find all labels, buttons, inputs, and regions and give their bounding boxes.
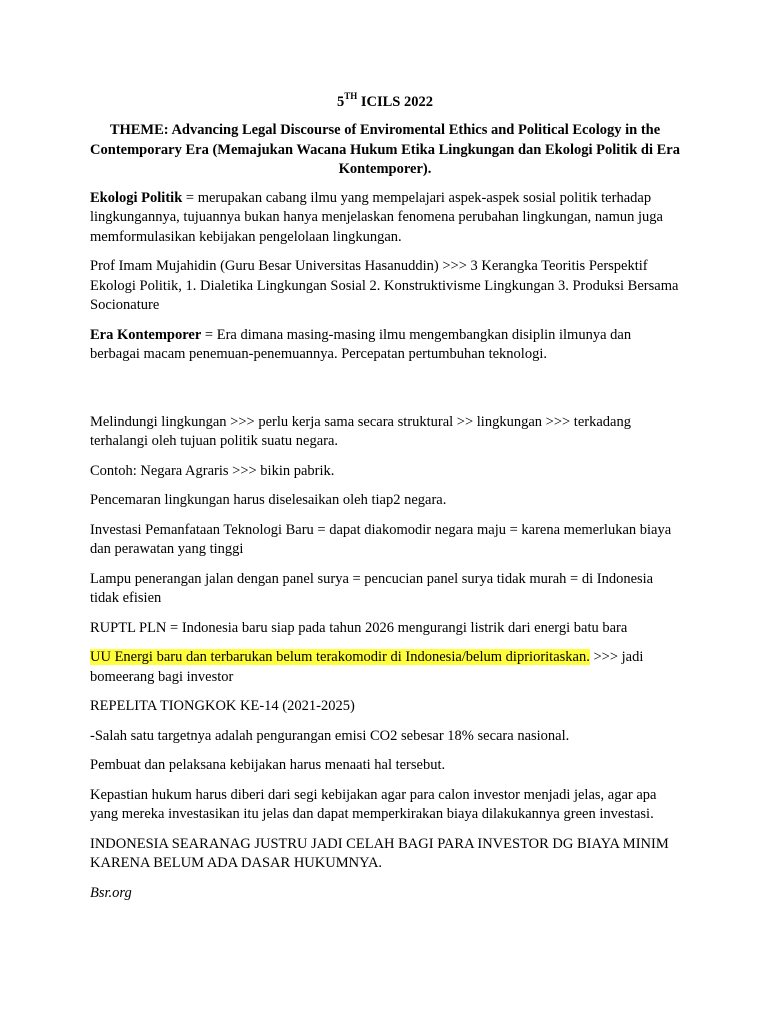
repelita-paragraph: REPELITA TIONGKOK KE-14 (2021-2025) bbox=[90, 698, 355, 714]
uu-energi-paragraph bbox=[90, 648, 680, 687]
kepastian-paragraph: Kepastian hukum harus diberi dari segi kebijakan agar para calon investor menjadi jelas, agar apa yang mereka investasikan itu jelas dan dapat memperkirakan biaya dilakukannya green investasi. bbox=[90, 786, 657, 822]
pencemaran-paragraph: Pencemaran lingkungan harus diselesaikan oleh tiap2 negara. bbox=[90, 492, 447, 508]
ruptl-paragraph: RUPTL PLN = Indonesia baru siap pada tahun 2026 mengurangi listrik dari energi batu bara bbox=[90, 619, 628, 636]
era-kontemporer-paragraph bbox=[90, 326, 680, 365]
melindungi-paragraph: Melindungi lingkungan >>> perlu kerja sama secara struktural >> lingkungan >>> terkadang terhalangi oleh tujuan politik suatu negara. bbox=[90, 413, 631, 449]
document-title bbox=[90, 92, 680, 112]
contoh-paragraph: Contoh: Negara Agraris >>> bikin pabrik. bbox=[90, 462, 335, 479]
investasi-paragraph: Investasi Pemanfataan Teknologi Baru = dapat diakomodir negara maju = karena memerlukan biaya dan perawatan yang tinggi bbox=[90, 521, 672, 557]
salah-satu-paragraph: -Salah satu targetnya adalah pengurangan emisi CO2 sebesar 18% secara nasional. bbox=[90, 727, 570, 744]
ekologi-politik-term: Ekologi Politik bbox=[90, 189, 183, 206]
source-text: Bsr.org bbox=[90, 884, 132, 901]
era-kontemporer-term: Era Kontemporer bbox=[90, 326, 202, 343]
title-number: 5 bbox=[336, 94, 345, 110]
pembuat-paragraph: Pembuat dan pelaksana kebijakan harus menaati hal tersebut. bbox=[90, 757, 446, 773]
title-text: ICILS 2022 bbox=[357, 94, 433, 110]
title-superscript: TH bbox=[344, 91, 358, 101]
theme-heading: THEME: Advancing Legal Discourse of Enviromental Ethics and Political Ecology in the Contemporary Era (Memajukan Wacana Hukum Etika Lingkungan dan Ekologi Politik di Era Kontemporer). bbox=[90, 122, 680, 177]
lampu-paragraph: Lampu penerangan jalan dengan panel surya = pencucian panel surya tidak murah = di Indonesia tidak efisien bbox=[90, 570, 654, 606]
uu-energi-rest: >>> jadi bomeerang bagi investor bbox=[90, 649, 644, 685]
indonesia-paragraph: INDONESIA SEARANAG JUSTRU JADI CELAH BAGI PARA INVESTOR DG BIAYA MINIM KARENA BELUM ADA DASAR HUKUMNYA. bbox=[90, 835, 669, 871]
prof-paragraph: Prof Imam Mujahidin (Guru Besar Universitas Hasanuddin) >>> 3 Kerangka Teoritis Perspektif Ekologi Politik, 1. Dialetika Lingkungan Sosial 2. Konstruktivisme Lingkungan 3. Produksi Bersama Socionature bbox=[90, 258, 679, 313]
ekologi-politik-paragraph bbox=[90, 189, 680, 248]
highlighted-text: UU Energi baru dan terbarukan belum terakomodir di Indonesia/belum diprioritaskan. bbox=[90, 649, 590, 665]
era-kontemporer-definition: = Era dimana masing-masing ilmu mengembangkan disiplin ilmunya dan berbagai macam penemuan-penemuannya. Percepatan pertumbuhan teknologi. bbox=[90, 326, 632, 362]
ekologi-politik-definition: = merupakan cabang ilmu yang mempelajari aspek-aspek sosial politik terhadap lingkungannya, tujuannya bukan hanya menjelaskan fenomena perubahan lingkungan, namun juga memformulasikan kebijakan pengelolaan lingkungan. bbox=[90, 189, 663, 245]
